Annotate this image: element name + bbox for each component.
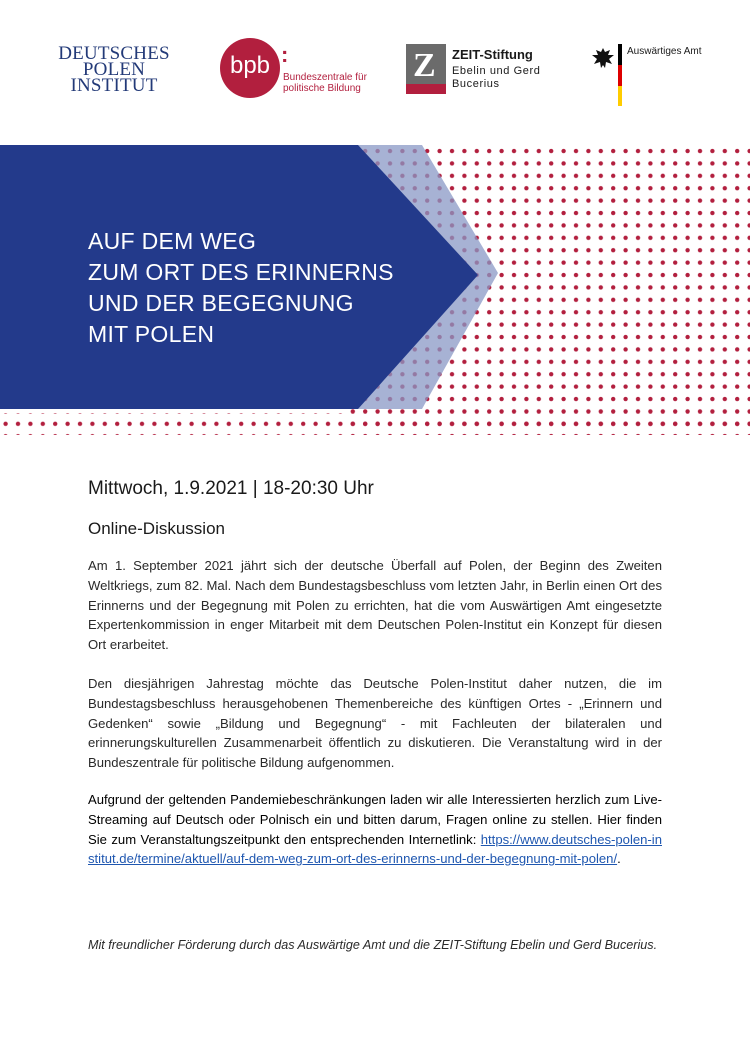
zeit-subtitle-line1: Ebelin und Gerd xyxy=(452,65,541,77)
bpb-logo-subtitle xyxy=(283,72,367,94)
bpb-logo-colon: : xyxy=(281,42,289,67)
title-line-1: AUF DEM WEG xyxy=(88,228,257,254)
funding-note: Mit freundlicher Förderung durch das Auswärtige Amt und die ZEIT-Stiftung Ebelin und Gerd Bucerius. xyxy=(88,938,658,952)
bpb-subtitle-line1: Bundeszentrale für xyxy=(283,72,367,83)
deutsches-polen-institut-logo xyxy=(52,43,176,96)
bpb-subtitle-line2: politische Bildung xyxy=(283,83,361,94)
auswaertiges-amt-label: Auswärtiges Amt xyxy=(627,46,702,57)
intro-paragraph: Am 1. September 2021 jährt sich der deutsche Überfall auf Polen, der Beginn des Zweiten Weltkriegs, zum 82. Mal. Nach dem Bundestagsbeschluss vom letzten Jahr, in Berlin einen Ort des Erinnerns und der Begegnung mit Polen zu errichten, hat die vom Auswärtigen Amt eingesetzte Expertenkommission in enger Mitarbeit mit dem Deutschen Polen-Institut ein Konzept für diesen Ort erarbeitet. xyxy=(88,558,662,653)
zeit-subtitle-line2: Bucerius xyxy=(452,78,500,90)
topic-paragraph: Den diesjährigen Jahrestag möchte das Deutsche Polen-Institut daher nutzen, die im Bundestagsbeschluss herausgehobenen Themenbereiche des künftigen Ortes - „Erinnern und Gedenken“ sowie „Bildung und Begegnung“ - mit Fachleuten der bilateralen und erinnerungskulturellen Zusammenarbeit öffentlich zu diskutieren. Die Veranstaltung wird in der Bundeszentrale für politische Bildung aufgenommen. xyxy=(88,676,662,771)
zeit-logo-title: ZEIT-Stiftung xyxy=(452,47,533,62)
invitation-text: Aufgrund der geltenden Pandemiebeschränkungen laden wir alle Interessierten herzlich zum Live-Streaming auf Deutsch oder Polnisch ein und bitten darum, Fragen online zu stellen. Hier finden Sie zum Veranstaltungszeitpunkt den entsprechenden Internetlink: xyxy=(88,792,662,847)
event-type: Online-Diskussion xyxy=(88,519,225,538)
title-line-3: UND DER BEGEGNUNG xyxy=(88,290,354,316)
bpb-logo-mark: bpb xyxy=(229,52,271,79)
dpi-logo-line3: INSTITUT xyxy=(70,75,158,96)
german-flag-stripe xyxy=(618,44,622,106)
zeit-logo-subtitle xyxy=(452,65,541,91)
dpi-logo-line2: POLEN xyxy=(82,59,146,80)
title-line-2: ZUM ORT DES ERINNERNS xyxy=(88,259,394,285)
zeit-stiftung-logo xyxy=(406,44,566,96)
zeit-logo-box xyxy=(406,44,446,94)
zeit-logo-bar xyxy=(406,84,446,94)
dpi-logo-line1: DEUTSCHES xyxy=(58,43,170,64)
bpb-logo xyxy=(220,38,370,100)
hero-dot-strip xyxy=(0,413,750,435)
eagle-icon xyxy=(590,46,616,72)
event-date: Mittwoch, 1.9.2021 | 18-20:30 Uhr xyxy=(88,478,374,499)
event-link[interactable]: https://www.deutsches-polen-institut.de/termine/aktuell/auf-dem-weg-zum-ort-des-erinnerns-und-der-begegnung-mit-polen/ xyxy=(88,831,662,867)
auswaertiges-amt-logo xyxy=(590,42,710,106)
title-line-4: MIT POLEN xyxy=(88,321,215,347)
invitation-end: . xyxy=(617,851,621,867)
invitation-paragraph xyxy=(88,790,662,869)
zeit-logo-mark: Z xyxy=(413,47,436,84)
page-title xyxy=(88,226,394,350)
